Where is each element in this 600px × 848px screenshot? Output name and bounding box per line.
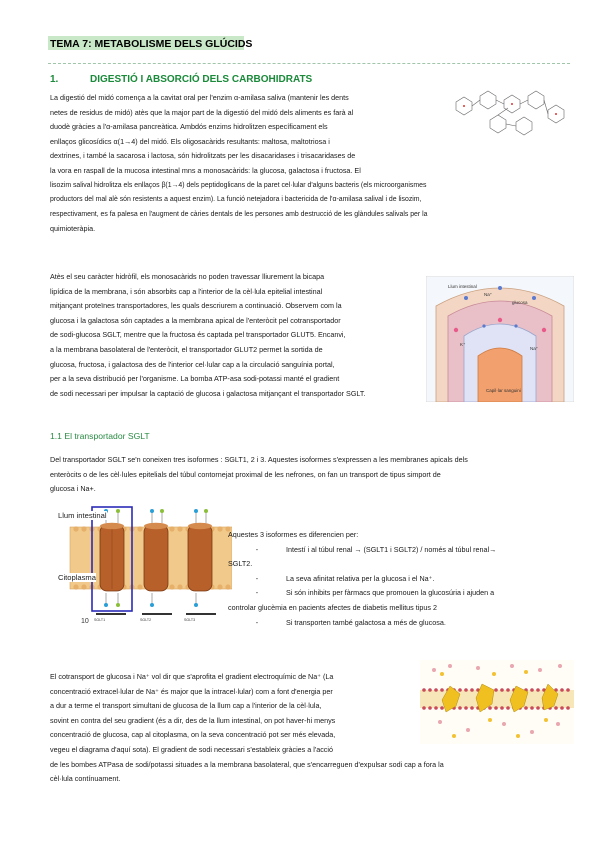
text-line: concentració de glucosa, cap al citoplasma, on la seva concentració pot ser més elevada, <box>50 730 336 740</box>
text-line: de les bombes ATPasa de sodi/potassi situades a la membrana basolateral, que s'encarreguen d'expulsar sodi cap a fora la <box>50 759 444 769</box>
enterocyte-figure <box>426 276 574 402</box>
text-line: a la membrana basolateral de l'enteròcit, el transportador GLUT2 permet la sortida de <box>50 344 323 354</box>
text-line: netes de residus de midó) atès que la major part de la digestió del midó dels aliments es farà al <box>50 107 354 117</box>
text-line: per a la seva distribució per l'organisme. La bomba ATP-asa sodi-potassi manté el gradient <box>50 374 340 384</box>
text-line: Atès el seu caràcter hidròfil, els monosacàrids no poden travessar lliurement la bicapa <box>50 272 325 281</box>
text-line: enteròcits o de les cèl·lules epitelials del túbul contornejat proximal de les nefrones, on fan un transport de tipus simport de <box>50 469 441 479</box>
section-title: DIGESTIÓ I ABSORCIÓ DELS CARBOHIDRATS <box>90 74 313 85</box>
text-line: cèl·lula contínuament. <box>50 774 121 784</box>
text-line: respectivament, es fa palesa en l'augment de càries dentals de les persones amb destrucció de les glàndules salivals per la <box>50 210 428 218</box>
enterocyte-diagram-icon <box>426 276 574 402</box>
text-line: lipídica de la membrana, i són absorbits cap a l'interior de la cèl·lula epitelial intestinal <box>50 286 323 296</box>
text-line: a dur a terme el transport simultani de glucosa de la llum cap a l'interior de la cèl·lula, <box>50 701 322 711</box>
text-line: concentració extracel·lular de Na⁺ és major que la intracel·lular) com a font d'energia per <box>50 686 333 696</box>
text-line: mitjançant proteïnes transportadores, les quals descriurem a continuació. Observem com la <box>50 301 342 311</box>
text-line: El cotransport de glucosa i Na⁺ vol dir que s'aprofita el gradient electroquímic de Na⁺ (La <box>50 672 334 681</box>
list-item: SGLT2. <box>228 559 253 569</box>
cytoplasm-label: Citoplasma <box>58 573 96 582</box>
list-item: - La seva afinitat relativa per la glucosa i el Na⁺. <box>255 573 435 583</box>
list-intro: Aquestes 3 isoformes es diferencien per: <box>228 530 359 539</box>
isoform-label: SGLT3 <box>184 618 196 622</box>
text-line: enllaços glicosídics α(1→4) del midó. Els oligosacàrids resultants: maltosa, maltotriosa i <box>50 136 330 146</box>
list-item: - Si són inhibits per fàrmacs que promouen la glucosúria i ajuden a <box>255 588 495 598</box>
subsection-heading: 1.1 El transportador SGLT <box>50 431 150 441</box>
text-line: Del transportador SGLT se'n coneixen tres isoformes : SGLT1, 2 i 3. Aquestes isoformes s'expressen a les membranes apicals dels <box>50 455 468 464</box>
text-line: productors del mal alè són resistents a aquest enzim). La funció netejadora i bactericida de l'α-amilasa salival i de lisozim, <box>50 196 422 204</box>
figure-label: glucosa <box>512 300 528 305</box>
paragraph-monosaccharide-absorption <box>50 270 430 401</box>
list-item: - Intestí i al túbul renal → (SGLT1 i SGLT2) / només al túbul renal→ <box>255 544 497 554</box>
starch-molecule-icon <box>450 82 568 144</box>
text-line: lisozim salival hidrolitza els enllaços β(1→4) dels peptidoglicans de la paret cel·lular d'alguns bacteris (els microorganismes <box>50 181 427 189</box>
figure-label: Capil·lar sanguini <box>486 388 521 393</box>
sglt1-transporter <box>100 523 124 591</box>
sglt3-transporter <box>188 523 212 591</box>
list-item: controlar glucèmia en pacients afectes de diabetis mellitus tipus 2 <box>228 602 437 612</box>
figure-label: K⁺ <box>460 342 466 347</box>
lumen-label: Llum intestinal <box>58 511 107 520</box>
paragraph-cotransport <box>50 670 575 787</box>
figure-number: 10 <box>81 618 89 625</box>
text-line: de sodi-glucosa SGLT, mentre que la fructosa és captada pel transportador GLUT5. Encanvi, <box>50 330 346 340</box>
paragraph-sglt-intro <box>50 453 570 497</box>
text-line: quimioteràpia. <box>50 224 96 234</box>
figure-label: Llum intestinal <box>448 284 477 289</box>
page-title: TEMA 7: METABOLISME DELS GLÚCIDS <box>50 38 253 50</box>
isoform-label: SGLT2 <box>140 618 152 622</box>
list-item: - Si transporten també galactosa a més de glucosa. <box>255 617 446 627</box>
text-line: dextrines, i també la sacarosa i lactosa, són hidrolitzats per les disacaridases i trisacaridases de <box>50 151 356 161</box>
section-number: 1. <box>50 74 59 85</box>
figure-label: Na⁺ <box>484 292 493 297</box>
sglt-differences-list <box>228 528 573 630</box>
text-line: duodè gràcies a l'α-amilasa pancreàtica. Ambdós enzims hidrolitzen específicament els <box>50 122 328 132</box>
isoform-label: SGLT1 <box>94 618 106 622</box>
text-line: vegeu el diagrama d'aquí sota). El gradient de sodi necessari s'estableix gràcies a l'acció <box>50 744 333 754</box>
text-line: glucosa i la galactosa són captades a la membrana apical de l'enteròcit pel cotransportador <box>50 315 341 325</box>
figure-label: Na⁺ <box>530 346 539 351</box>
text-line: La digestió del midó comença a la cavitat oral per l'enzim α-amilasa saliva (mantenir les dents <box>50 93 349 102</box>
section-heading <box>50 74 312 85</box>
text-line: la vora en raspall de la mucosa intestinal mns a monosacàrids: la glucosa, galactosa i fructosa. El <box>50 165 361 175</box>
title-divider <box>48 63 570 64</box>
sglt-isoforms-figure <box>56 505 232 631</box>
text-line: sovint en contra del seu gradient (és a dir, des de la llum intestinal, on pot haver-hi menys <box>50 715 336 725</box>
text-line: de sodi necessari per impulsar la captació de glucosa i galactosa mitjançant el transportador SGLT. <box>50 388 366 398</box>
starch-structure-figure <box>450 82 568 144</box>
sglt2-transporter <box>144 523 168 591</box>
text-line: glucosa i Na+. <box>50 484 96 494</box>
paragraph-starch-digestion <box>50 91 460 237</box>
sglt-membrane-icon <box>56 505 232 631</box>
text-line: glucosa, fructosa, i galactosa des de l'interior cel·lular cap a la circulació sanguínia portal, <box>50 359 335 369</box>
